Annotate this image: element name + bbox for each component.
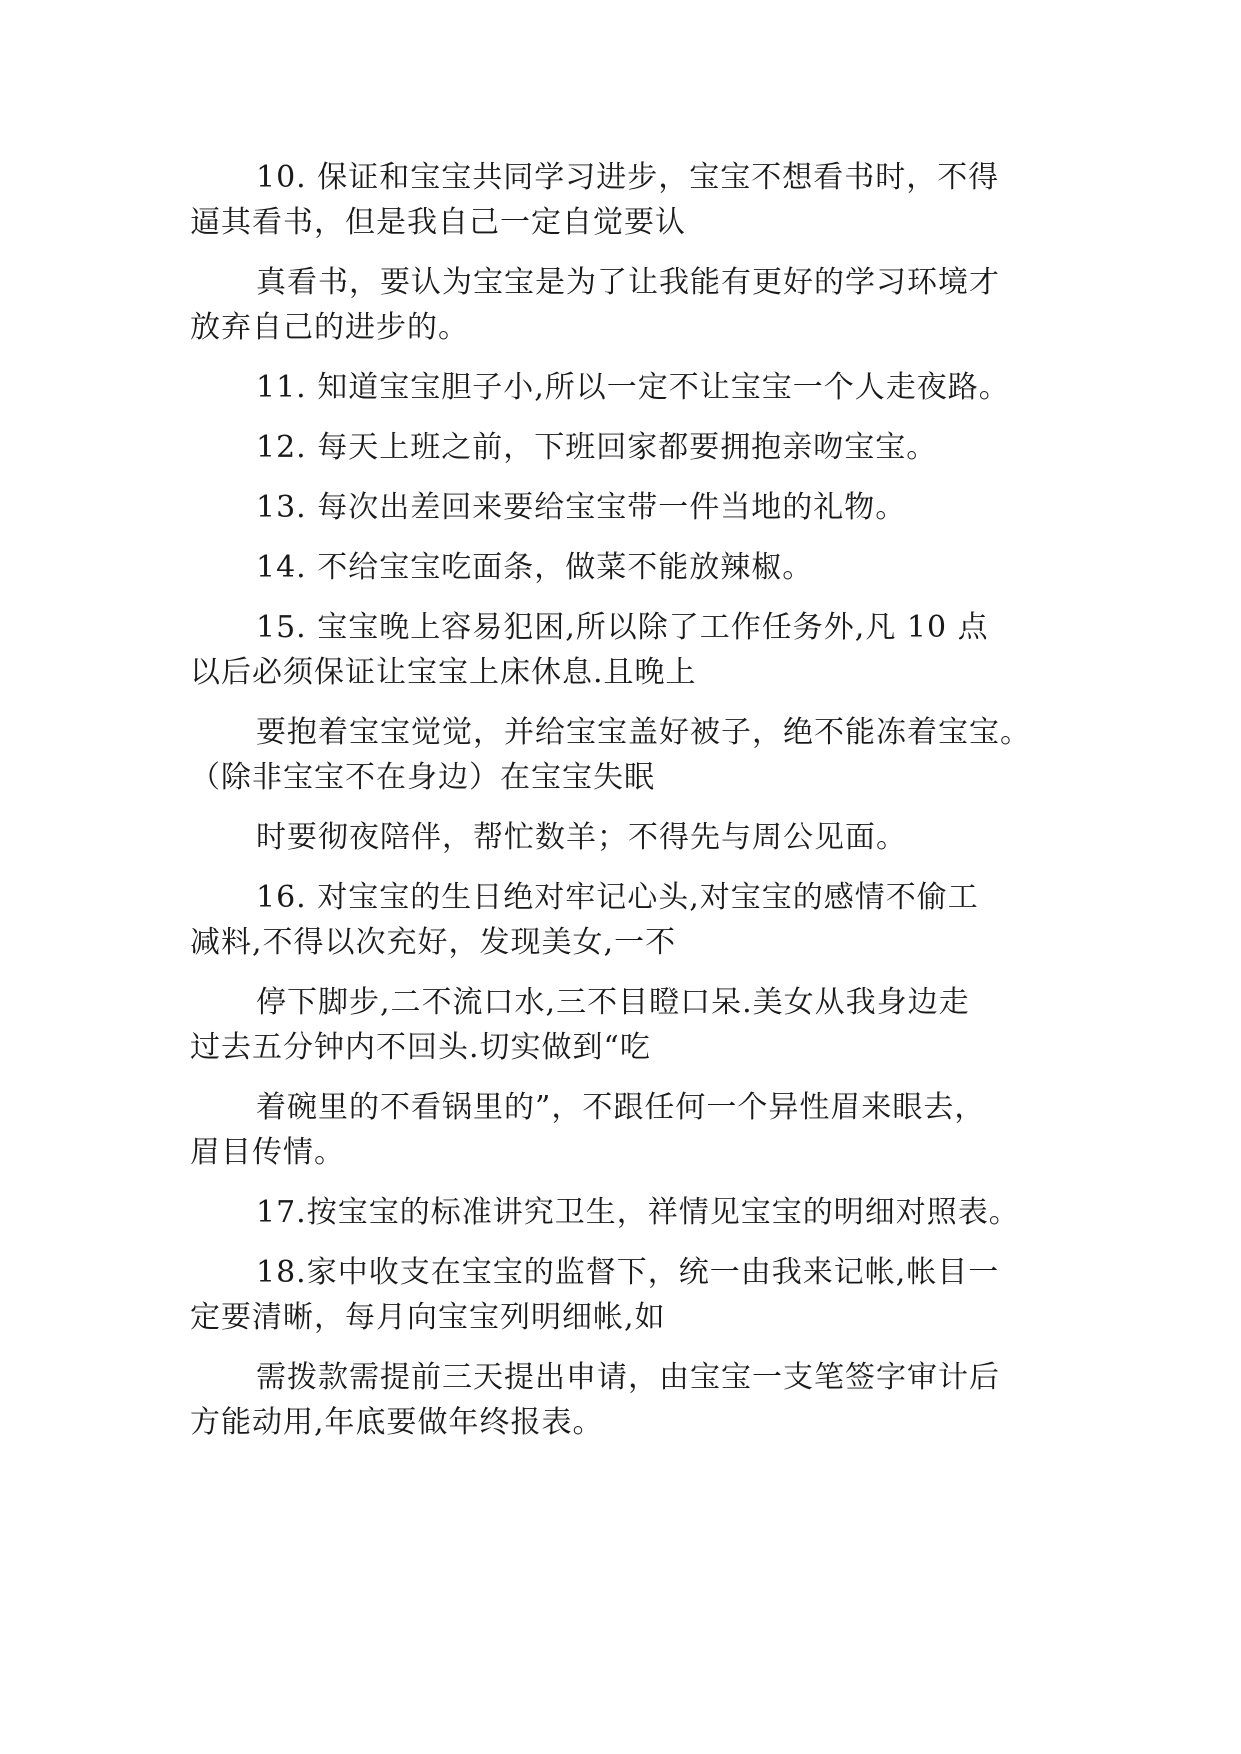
text-line: 着碗里的不看锅里的”，不跟任何一个异性眉来眼去， <box>256 1090 986 1125</box>
text-line: 要抱着宝宝觉觉，并给宝宝盖好被子，绝不能冻着宝宝。 <box>256 715 1031 750</box>
text-line: 停下脚步,二不流口水,三不目瞪口呆.美女从我身边走 <box>256 985 970 1020</box>
paragraph-15-cont-1 <box>190 710 1050 800</box>
text-line: 时要彻夜陪伴，帮忙数羊；不得先与周公见面。 <box>256 820 907 855</box>
paragraph-12 <box>190 425 1050 470</box>
text-line: 过去五分钟内不回头.切实做到“吃 <box>190 1030 651 1065</box>
paragraph-18 <box>190 1250 1050 1340</box>
text-line: 17.按宝宝的标准讲究卫生，祥情见宝宝的明细对照表。 <box>256 1195 1020 1230</box>
text-line: （除非宝宝不在身边）在宝宝失眠 <box>190 760 655 795</box>
text-line: 11. 知道宝宝胆子小,所以一定不让宝宝一个人走夜路。 <box>256 370 1010 405</box>
text-line: 18.家中收支在宝宝的监督下，统一由我来记帐,帐目一 <box>256 1255 1000 1290</box>
text-line: 10. 保证和宝宝共同学习进步，宝宝不想看书时，不得 <box>256 160 1000 195</box>
paragraph-16-cont-1 <box>190 980 1050 1070</box>
text-line: 13. 每次出差回来要给宝宝带一件当地的礼物。 <box>256 490 907 525</box>
paragraph-14 <box>190 545 1050 590</box>
text-line: 16. 对宝宝的生日绝对牢记心头,对宝宝的感情不偷工 <box>256 880 979 915</box>
paragraph-15 <box>190 605 1050 695</box>
paragraph-10 <box>190 155 1050 245</box>
text-line: 逼其看书，但是我自己一定自觉要认 <box>190 205 686 240</box>
paragraph-11 <box>190 365 1050 410</box>
text-line: 需拨款需提前三天提出申请，由宝宝一支笔签字审计后 <box>256 1360 1000 1395</box>
text-line: 15. 宝宝晚上容易犯困,所以除了工作任务外,凡 10 点 <box>256 610 989 645</box>
text-line: 放弃自己的进步的。 <box>190 310 469 345</box>
text-line: 定要清晰，每月向宝宝列明细帐,如 <box>190 1300 666 1335</box>
paragraph-10-cont <box>190 260 1050 350</box>
document-body <box>190 155 1050 1460</box>
paragraph-16 <box>190 875 1050 965</box>
text-line: 真看书，要认为宝宝是为了让我能有更好的学习环境才 <box>256 265 1000 300</box>
text-line: 12. 每天上班之前，下班回家都要拥抱亲吻宝宝。 <box>256 430 938 465</box>
paragraph-13 <box>190 485 1050 530</box>
paragraph-15-cont-2 <box>190 815 1050 860</box>
paragraph-18-cont <box>190 1355 1050 1445</box>
paragraph-17 <box>190 1190 1050 1235</box>
text-line: 14. 不给宝宝吃面条，做菜不能放辣椒。 <box>256 550 814 585</box>
text-line: 减料,不得以次充好，发现美女,一不 <box>190 925 677 960</box>
text-line: 以后必须保证让宝宝上床休息.且晚上 <box>190 655 697 690</box>
text-line: 方能动用,年底要做年终报表。 <box>190 1405 604 1440</box>
text-line: 眉目传情。 <box>190 1135 345 1170</box>
paragraph-16-cont-2 <box>190 1085 1050 1175</box>
